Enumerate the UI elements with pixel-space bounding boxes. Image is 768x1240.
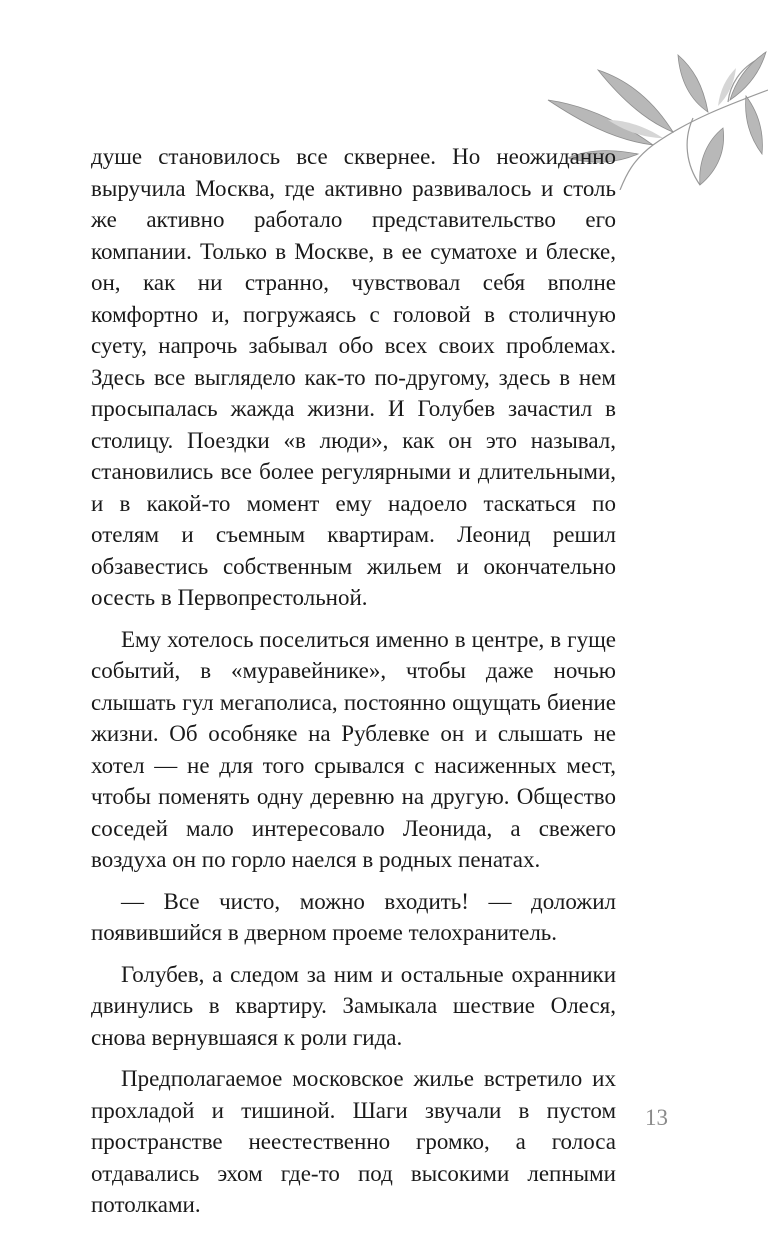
- paragraph: Ему хотелось поселиться именно в центре, в гуще событий, в «муравейнике», чтобы даже ночью слышать гул мегаполиса, постоянно ощущать биение жизни. Об особняке на Рублевке он и слышать не хотел — не для того срывался с насиженных мест, чтобы поменять одну деревню на другую. Общество соседей мало интересовало Леонида, а свежего воздуха он по горло наелся в родных пенатах.: [91, 626, 616, 872]
- paragraph: — Все чисто, можно входить! — доложил появившийся в дверном проеме телохранитель.: [91, 888, 616, 945]
- body-text: [91, 141, 616, 1221]
- page-number: 13: [645, 1105, 668, 1130]
- paragraph: Голубев, а следом за ним и остальные охранники двинулись в квартиру. Замыкала шествие Олеся, снова вернувшаяся к роли гида.: [91, 961, 616, 1050]
- paragraph: душе становилось все сквернее. Но неожиданно выручила Москва, где активно развивалось и столь же активно работало представительство его компании. Только в Москве, в ее суматохе и блеске, он, как ни странно, чувствовал себя вполне комфортно и, погружаясь с головой в столичную суету, напрочь забывал обо всех своих проблемах. Здесь все выглядело как-то по-другому, здесь в нем просыпалась жажда жизни. И Голубев зачастил в столицу. Поездки «в люди», как он это называл, становились все более регулярными и длительными, и в какой-то момент ему надоело таскаться по отелям и съемным квартирам. Леонид решил обзавестись собственным жильем и окончательно осесть в Первопрестольной.: [91, 144, 616, 610]
- paragraph: Предполагаемое московское жилье встретило их прохладой и тишиной. Шаги звучали в пустом пространстве неестественно громко, а голоса отдавались эхом где-то под высокими лепными потолками.: [91, 1066, 616, 1217]
